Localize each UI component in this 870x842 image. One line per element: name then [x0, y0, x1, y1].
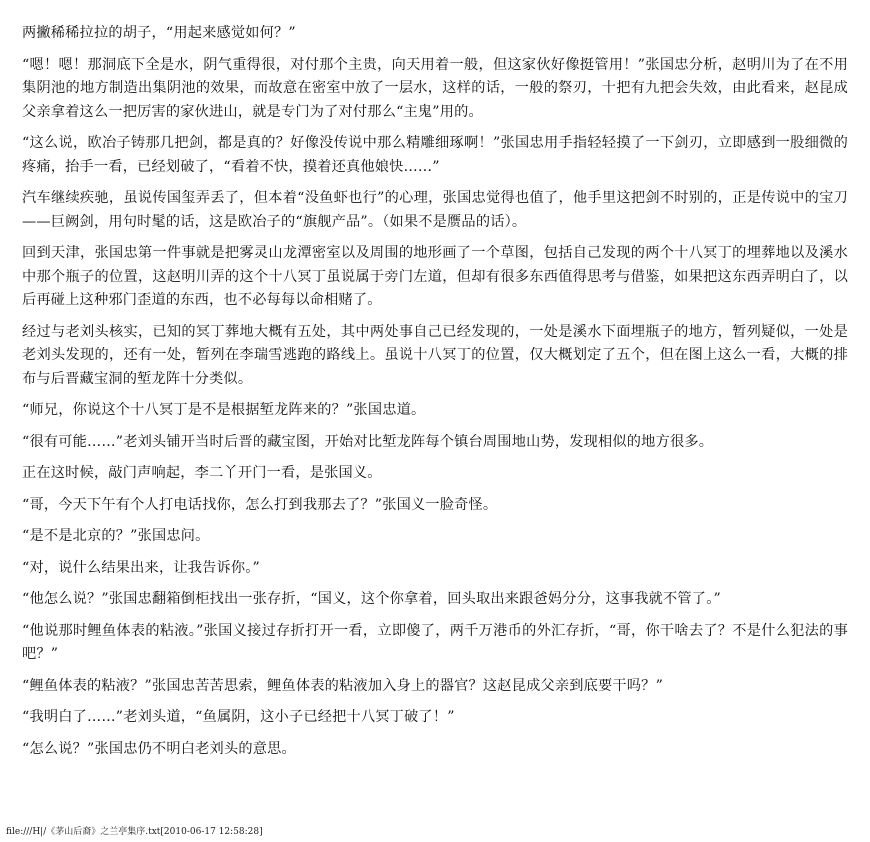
paragraph: “哥，今天下午有个人打电话找你，怎么打到我那去了？”张国义一脸奇怪。 [22, 496, 498, 513]
paragraph: 正在这时候，敲门声响起，李二丫开门一看，是张国义。 [22, 465, 382, 481]
paragraph: “很有可能……”老刘头铺开当时后晋的藏宝图，开始对比堑龙阵每个镇台周围地山势，发现相似的地方很多。 [22, 433, 714, 450]
paragraph: “嗯！嗯！那洞底下全是水，阴气重得很，对付那个主贵，向天用着一般，但这家伙好像挺管用！”张国忠分析，赵明川为了在不用集阴池的地方制造出集阴池的效果，而故意在密室中放了一层水，这样的话，一般的祭刃，十把有九把会失效，由此看来，赵昆成父亲拿着这么一把厉害的家伙进山，就是专门为了对付那么“主鬼”用的。 [22, 56, 848, 120]
paragraph: “他怎么说？”张国忠翻箱倒柜找出一张存折，“国义，这个你拿着，回头取出来跟爸妈分分，这事我就不管了。” [22, 591, 721, 607]
paragraph: “我明白了……”老刘头道，“鱼属阴，这小子已经把十八冥丁破了！” [22, 709, 455, 725]
paragraph: “这么说，欧冶子铸那几把剑，都是真的？好像没传说中那么精雕细琢啊！”张国忠用手指轻轻摸了一下剑刃，立即感到一股细微的疼痛，抬手一看，已经划破了，“看着不快，摸着还真他娘快……” [22, 135, 848, 175]
paragraph: 经过与老刘头核实，已知的冥丁葬地大概有五处，其中两处事自己已经发现的，一处是溪水下面埋瓶子的地方，暂列疑似，一处是老刘头发现的，还有一处，暂列在李瑞雪逃跑的路线上。虽说十八冥丁的位置，仅大概划定了五个，但在图上这么一看，大概的排布与后晋藏宝洞的堑龙阵十分类似。 [22, 323, 848, 387]
paragraph: “对，说什么结果出来，让我告诉你。” [22, 559, 261, 576]
paragraph: “师兄，你说这个十八冥丁是不是根据堑龙阵来的？”张国忠道。 [22, 402, 426, 418]
document-body [22, 22, 848, 769]
paragraph: 两撇稀稀拉拉的胡子，“用起来感觉如何？” [22, 25, 296, 41]
paragraph: “是不是北京的？”张国忠问。 [22, 528, 210, 544]
paragraph: 回到天津，张国忠第一件事就是把雾灵山龙潭密室以及周围的地形画了一个草图，包括自己发现的两个十八冥丁的埋葬地以及溪水中那个瓶子的位置，这赵明川弄的这个十八冥丁虽说属于旁门左道，但却有很多东西值得思考与借鉴，如果把这东西弄明白了，以后再碰上这种邪门歪道的东西，也不必每每以命相赌了。 [22, 245, 848, 308]
paragraph: 汽车继续疾驰，虽说传国玺弄丢了，但本着“没鱼虾也行”的心理，张国忠觉得也值了，他手里这把剑不时别的，正是传说中的宝刀——巨阙剑，用句时髦的话，这是欧冶子的“旗舰产品”。（如果不是赝品的话）。 [22, 190, 848, 230]
file-path-footer: file:///H|/《茅山后裔》之兰亭集序.txt[2010-06-17 12:58:28] [6, 827, 263, 837]
paragraph: “怎么说？”张国忠仍不明白老刘头的意思。 [22, 740, 296, 757]
paragraph: “鲤鱼体表的粘液？”张国忠苦苦思索，鲤鱼体表的粘液加入身上的器官？这赵昆成父亲到底要干吗？” [22, 677, 664, 694]
paragraph: “他说那时鲤鱼体表的粘液。”张国义接过存折打开一看，立即傻了，两千万港币的外汇存折，“哥，你干啥去了？不是什么犯法的事吧？” [22, 622, 848, 662]
